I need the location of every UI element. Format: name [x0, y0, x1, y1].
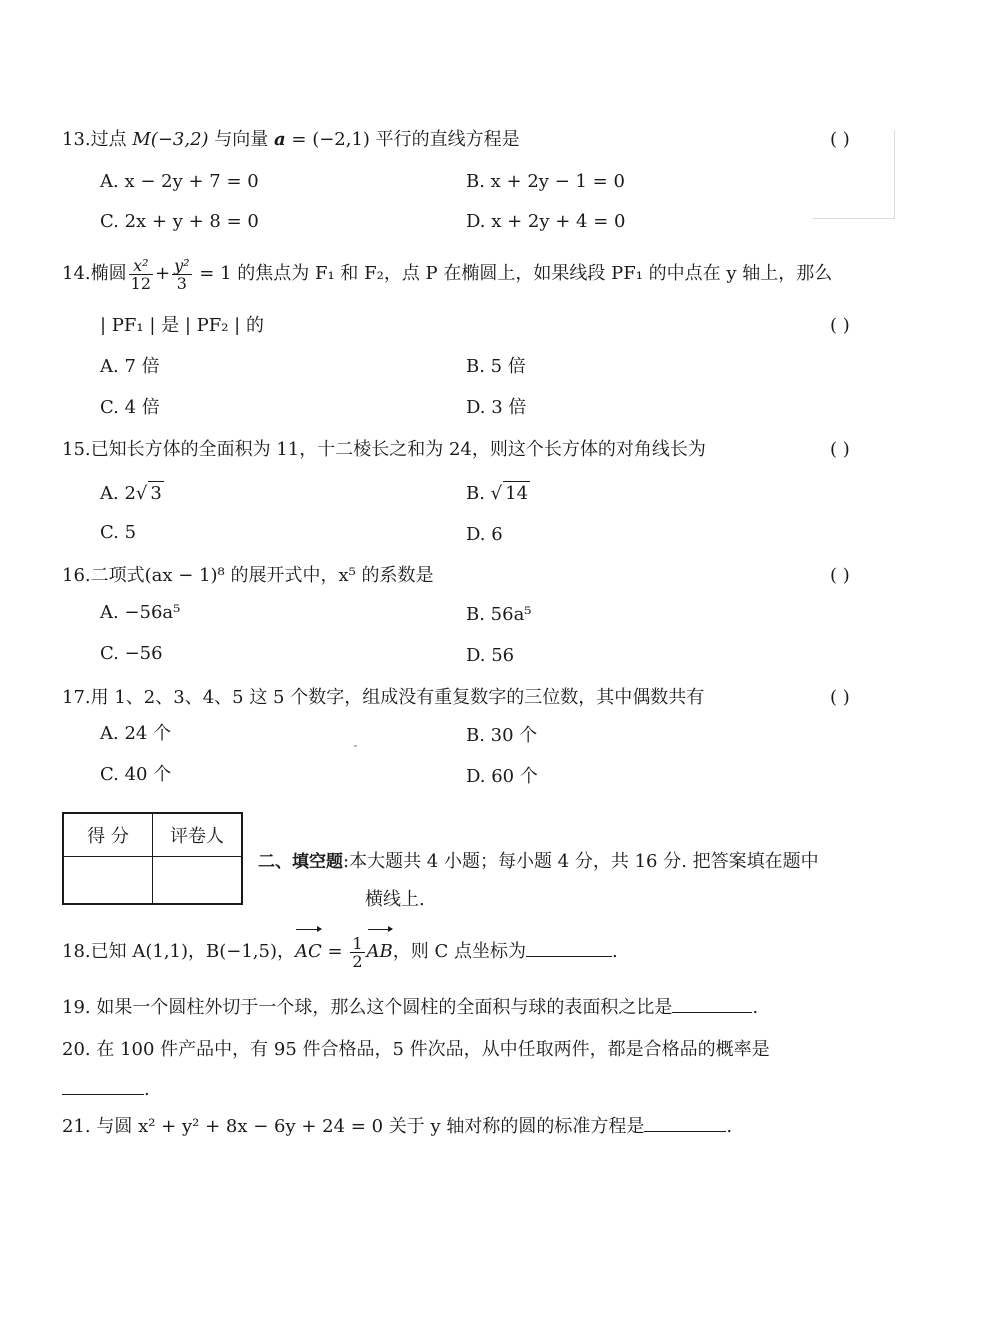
q17-option-c: C. 40 个 [100, 764, 172, 785]
q21-text: 21. 与圆 x² + y² + 8x − 6y + 24 = 0 关于 y 轴对称的圆的标准方程是 [62, 1116, 645, 1137]
q13-answer-paren: ( ) [830, 129, 850, 150]
q18-stem [62, 932, 618, 972]
q18-frac [350, 935, 364, 970]
q16-stem: 16.二项式(ax − 1)⁸ 的展开式中，x⁵ 的系数是 [62, 565, 434, 586]
score-header: 得 分 [63, 813, 153, 857]
q15-option-b: B. √ 14 [466, 483, 529, 504]
q15-option-c: C. 5 [100, 522, 137, 543]
q19-period: . [752, 997, 759, 1018]
q13-option-a: A. x − 2y + 7 = 0 [100, 171, 259, 192]
q20-line2 [62, 1078, 150, 1102]
q14-stem [62, 254, 832, 294]
grader-cell[interactable] [153, 857, 243, 905]
q19-stem [62, 996, 758, 1020]
q20-answer-blank[interactable] [62, 1078, 144, 1095]
q15-answer-paren: ( ) [830, 439, 850, 460]
q16-option-a: A. −56a⁵ [100, 602, 181, 623]
section2-desc-line1: :本大题共 4 小题；每小题 4 分，共 16 分. 把答案填在题中 [343, 851, 819, 872]
q15-option-a: A. 2√ 3 [100, 483, 162, 504]
q14-option-d: D. 3 倍 [466, 397, 527, 418]
q18-vector-ab: AB [367, 932, 393, 972]
q14-option-c: C. 4 倍 [100, 397, 160, 418]
q15-option-b-label: B. [466, 483, 491, 504]
q14-frac-x-num: x² [129, 257, 153, 275]
q14-prefix: 14.椭圆 [62, 263, 127, 284]
q14-frac-y [172, 257, 191, 292]
q18-prefix: 18.已知 A(1,1)，B(−1,5)， [62, 941, 295, 962]
q18-vector-ac: AC [295, 932, 322, 972]
q13-option-c: C. 2x + y + 8 = 0 [100, 211, 259, 232]
q14-frac-x-den: 12 [130, 273, 151, 293]
q13-stem [62, 128, 520, 152]
q14-option-a: A. 7 倍 [100, 356, 160, 377]
q17-option-d: D. 60 个 [466, 766, 538, 787]
q18-period: . [611, 941, 618, 962]
q16-option-b: B. 56a⁵ [466, 604, 532, 625]
grader-header: 评卷人 [153, 813, 243, 857]
q13-tail: = (−2,1) 平行的直线方程是 [285, 129, 520, 150]
scan-speck [354, 745, 357, 747]
section2-title: 二、填空题 [258, 852, 343, 872]
q13-mid: 与向量 [208, 129, 274, 150]
q14-tail: = 1 的焦点为 F₁ 和 F₂，点 P 在椭圆上，如果线段 PF₁ 的中点在 y 轴上，那么 [193, 263, 833, 284]
q13-option-b: B. x + 2y − 1 = 0 [466, 171, 625, 192]
q15-option-d: D. 6 [466, 524, 503, 545]
score-table [62, 812, 243, 905]
q18-equals: = [321, 941, 349, 962]
q14-frac-y-num: y² [174, 255, 190, 275]
section2-heading [258, 850, 819, 874]
q17-option-a: A. 24 个 [100, 723, 172, 744]
q18-frac-den: 2 [352, 951, 363, 971]
q20-period: . [144, 1079, 150, 1100]
q20-stem: 20. 在 100 件产品中，有 95 件合格品，5 件次品，从中任取两件，都是合格品的概率是 [62, 1039, 770, 1060]
q16-option-d: D. 56 [466, 645, 515, 666]
q19-text: 19. 如果一个圆柱外切于一个球，那么这个圆柱的全面积与球的表面积之比是 [62, 997, 673, 1018]
q14-plus: + [155, 263, 171, 284]
q14-frac-x [129, 257, 153, 292]
q15-option-a-coef: A. 2 [100, 483, 136, 504]
q18-tail: ，则 C 点坐标为 [392, 941, 526, 962]
q17-option-b: B. 30 个 [466, 725, 538, 746]
q13-vector: a [274, 129, 286, 150]
q15-option-b-radicand: 14 [505, 483, 529, 504]
q15-option-a-radicand: 3 [150, 483, 162, 504]
q18-answer-blank[interactable] [526, 940, 612, 957]
q13-option-d: D. x + 2y + 4 = 0 [466, 211, 626, 232]
section2-desc-line2: 横线上. [365, 889, 425, 910]
q15-stem: 15.已知长方体的全面积为 11，十二棱长之和为 24，则这个长方体的对角线长为 [62, 439, 706, 460]
q13-prefix: 13.过点 [62, 129, 133, 150]
q14-option-b: B. 5 倍 [466, 356, 526, 377]
q14-line2: | PF₁ | 是 | PF₂ | 的 [100, 315, 264, 336]
q17-answer-paren: ( ) [830, 687, 850, 708]
q17-stem: 17.用 1、2、3、4、5 这 5 个数字，组成没有重复数字的三位数，其中偶数共有 [62, 687, 705, 708]
q14-frac-y-den: 3 [176, 273, 187, 293]
q14-answer-paren: ( ) [830, 315, 850, 336]
q21-answer-blank[interactable] [644, 1115, 726, 1132]
q16-answer-paren: ( ) [830, 565, 850, 586]
score-cell[interactable] [63, 857, 153, 905]
q16-option-c: C. −56 [100, 643, 163, 664]
q13-point: M(−3,2) [132, 129, 209, 150]
bleed-through-box [812, 130, 895, 219]
q21-period: . [726, 1116, 733, 1137]
q18-frac-num: 1 [352, 933, 363, 953]
q21-stem [62, 1115, 732, 1139]
q19-answer-blank[interactable] [672, 996, 752, 1013]
